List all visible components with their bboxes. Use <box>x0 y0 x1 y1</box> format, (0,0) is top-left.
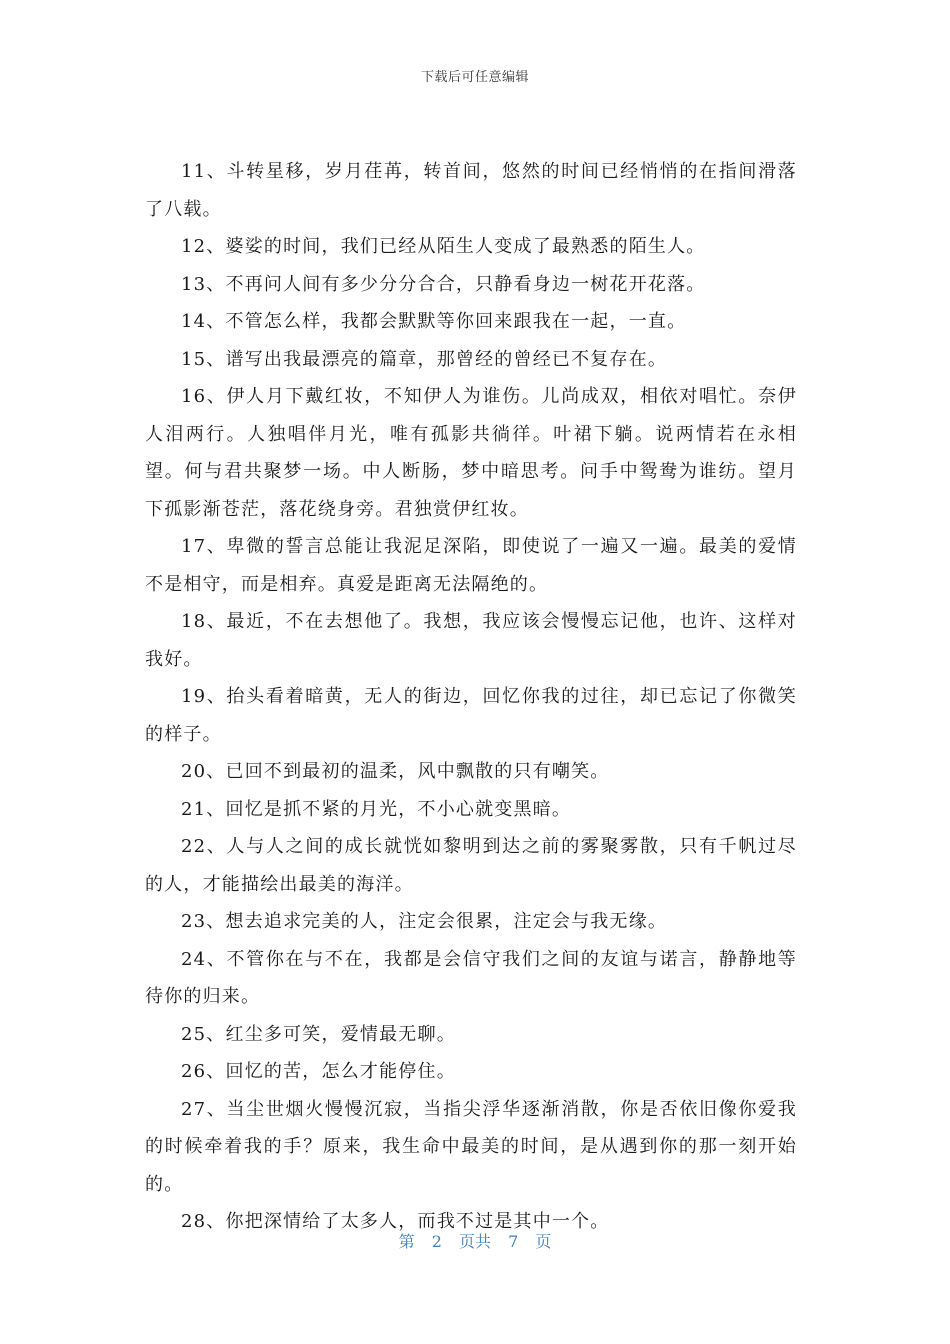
paragraph-19: 19、抬头看着暗黄，无人的街边，回忆你我的过往，却已忘记了你微笑的样子。 <box>145 686 797 745</box>
footer-suffix: 页 <box>535 1232 552 1251</box>
paragraph-11: 11、斗转星移，岁月荏苒，转首间，悠然的时间已经悄悄的在指间滑落了八载。 <box>145 161 797 220</box>
document-body <box>145 153 797 1241</box>
paragraph-27: 27、当尘世烟火慢慢沉寂，当指尖浮华逐渐消散，你是否依旧像你爱我的时候牵着我的手？原来，我生命中最美的时间，是从遇到你的那一刻开始的。 <box>145 1098 797 1195</box>
page-footer <box>0 1229 950 1252</box>
paragraph-26: 26、回忆的苦，怎么才能停住。 <box>181 1061 456 1082</box>
paragraph-15: 15、谱写出我最漂亮的篇章，那曾经的曾经已不复存在。 <box>181 348 668 370</box>
paragraph-25: 25、红尘多可笑，爱情最无聊。 <box>181 1023 456 1045</box>
footer-prefix: 第 <box>398 1232 415 1251</box>
paragraph-18: 18、最近，不在去想他了。我想，我应该会慢慢忘记他，也许、这样对我好。 <box>145 611 797 670</box>
paragraph-16: 16、伊人月下戴红妆，不知伊人为谁伤。儿尚成双，相依对唱忙。奈伊人泪两行。人独唱伴月光，唯有孤影共徜徉。叶裙下躺。说两情若在永相望。何与君共聚梦一场。中人断肠，梦中暗思考。问手中鸳鸯为谁纺。望月下孤影渐苍茫，落花绕身旁。君独赏伊红妆。 <box>145 386 797 520</box>
paragraph-20: 20、已回不到最初的温柔，风中飘散的只有嘲笑。 <box>181 761 610 782</box>
paragraph-21: 21、回忆是抓不紧的月光，不小心就变黑暗。 <box>181 798 572 820</box>
footer-total-pages: 7 <box>508 1232 519 1251</box>
footer-middle: 页共 <box>458 1232 491 1251</box>
paragraph-17: 17、卑微的誓言总能让我泥足深陷，即使说了一遍又一遍。最美的爱情不是相守，而是相弃。真爱是距离无法隔绝的。 <box>145 536 797 595</box>
paragraph-12: 12、婆娑的时间，我们已经从陌生人变成了最熟悉的陌生人。 <box>181 236 706 257</box>
paragraph-28: 28、你把深情给了太多人，而我不过是其中一个。 <box>181 1211 610 1232</box>
paragraph-14: 14、不管怎么样，我都会默默等你回来跟我在一起，一直。 <box>181 311 687 332</box>
header-note: 下载后可任意编辑 <box>420 70 529 85</box>
paragraph-24: 24、不管你在与不在，我都是会信守我们之间的友谊与诺言，静静地等待你的归来。 <box>145 948 797 1007</box>
paragraph-23: 23、想去追求完美的人，注定会很累，注定会与我无缘。 <box>181 911 668 932</box>
paragraph-13: 13、不再问人间有多少分分合合，只静看身边一树花开花落。 <box>181 273 706 295</box>
paragraph-22: 22、人与人之间的成长就恍如黎明到达之前的雾聚雾散，只有千帆过尽的人，才能描绘出最美的海洋。 <box>145 836 797 895</box>
footer-page-number: 2 <box>431 1232 442 1251</box>
